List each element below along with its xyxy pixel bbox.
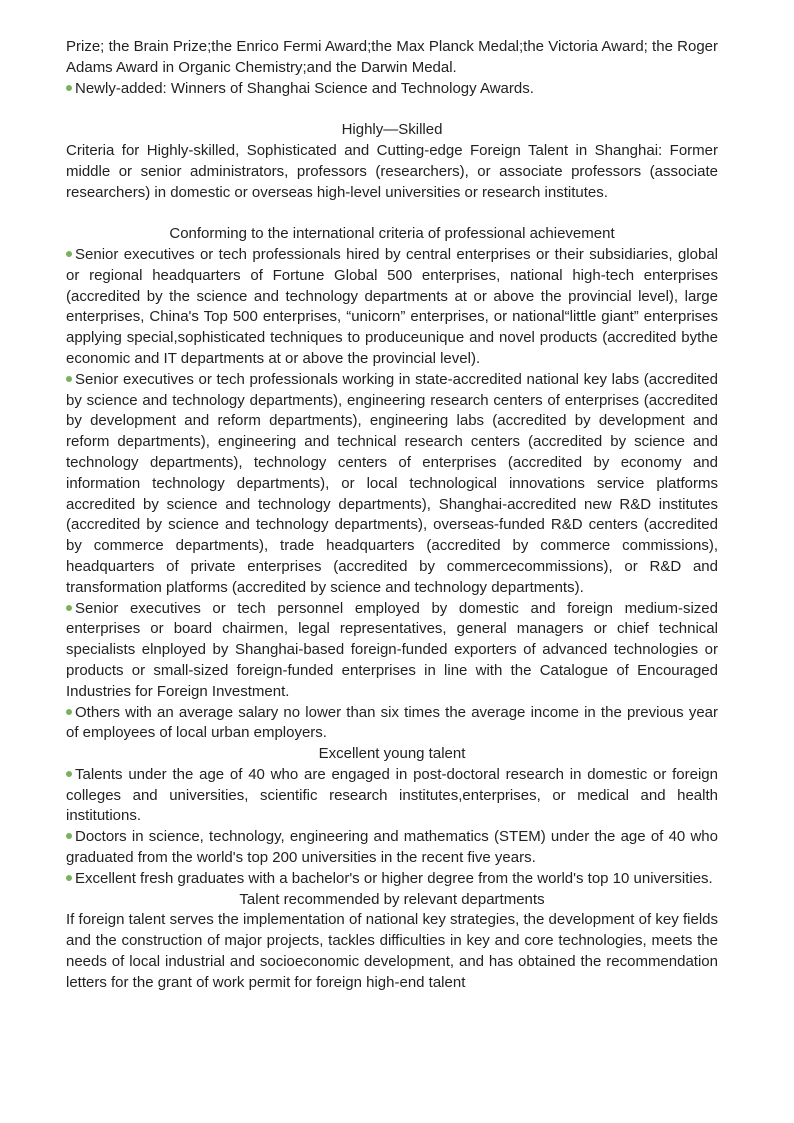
bullet-text: Senior executives or tech professionals hired by central enterprises or their subsidiaries, global or regional headquarters of Fortune Global 500 enterprises, national high-tech enterprises (accredited by the science and technology departments at or above the provincial level), large enterprises, China's Top 500 enterprises, “unicorn” enterprises, or national“little giant” enterprises applying special,sophisticated techniques to produceunique and novel products (accredited bythe economic and IT departments at or above the provincial level). — [66, 245, 718, 367]
bullet-text: Excellent fresh graduates with a bachelor's or higher degree from the world's top 10 universities. — [75, 869, 713, 887]
bullet-text: Doctors in science, technology, engineering and mathematics (STEM) under the age of 40 who graduated from the world's top 200 universities in the recent five years. — [66, 828, 718, 867]
section-heading-highly-skilled: Highly—Skilled — [341, 121, 443, 139]
bullet-text: Senior executives or tech professionals working in state-accredited national key labs (accredited by science and technology departments), engineering research centers of enterprises (accredited by development and reform departments), engineering labs (accredited by development and reform departments), engineering and technical research centers (accredited by science and technology departments), technology centers of enterprises (accredited by economy and information technology departments), or local technological innovations service platforms accredited by science and technology departments), Shanghai-accredited new R&D institutes (accredited by science and technology departments), overseas-funded R&D centers (accredited by commerce departments), trade headquarters (accredited by commerce commissions), headquarters of private enterprises (accredited by commercecommissions), or R&D and transformation platforms (accredited by science and technology departments). — [66, 370, 718, 596]
intro-continuation: Prize; the Brain Prize;the Enrico Fermi Award;the Max Planck Medal;the Victoria Award; the Roger Adams Award in Organic Chemistry;and the Darwin Medal. — [66, 38, 718, 76]
bullet-icon — [66, 85, 72, 91]
bullet-icon — [66, 251, 72, 257]
list-item — [66, 827, 718, 869]
list-item — [66, 703, 718, 745]
list-item — [66, 869, 718, 890]
highly-skilled-criteria: Criteria for Highly-skilled, Sophisticated and Cutting-edge Foreign Talent in Shanghai: Former middle or senior administrators, professors (researchers), or associate professors (associate researchers) in domestic or overseas high-level universities or research institutes. — [66, 141, 718, 201]
spacer — [66, 203, 718, 224]
recommended-body: If foreign talent serves the implementation of national key strategies, the development of key fields and the construction of major projects, tackles difficulties in key and core technologies, meets the needs of local industrial and socioeconomic development, and has obtained the recommendation letters for the grant of work permit for foreign high-end talent — [66, 911, 718, 991]
bullet-text: Senior executives or tech personnel employed by domestic and foreign medium-sized enterprises or board chairmen, legal representatives, general managers or chief technical specialists elnployed by Shanghai-based foreign-funded exporters of advanced technologies or products or small-sized foreign-funded enterprises in line with the Catalogue of Encouraged Industries for Foreign Investment. — [66, 599, 718, 700]
list-item — [66, 370, 718, 599]
intro-newly-added — [66, 79, 718, 100]
section-heading-international-criteria: Conforming to the international criteria of professional achievement — [169, 225, 615, 243]
bullet-text: Talents under the age of 40 who are engaged in post-doctoral research in domestic or foreign colleges and universities, scientific research institutes,enterprises, or medical and health institutions. — [66, 765, 718, 825]
bullet-icon — [66, 875, 72, 881]
spacer — [66, 99, 718, 120]
list-item — [66, 245, 718, 370]
section-heading-talent-recommended: Talent recommended by relevant departments — [239, 890, 545, 908]
bullet-icon — [66, 605, 72, 611]
bullet-icon — [66, 709, 72, 715]
list-item — [66, 599, 718, 703]
bullet-icon — [66, 376, 72, 382]
bullet-text: Newly-added: Winners of Shanghai Science and Technology Awards. — [75, 79, 534, 97]
bullet-icon — [66, 833, 72, 839]
list-item — [66, 765, 718, 827]
section-heading-excellent-young-talent: Excellent young talent — [318, 745, 466, 763]
bullet-text: Others with an average salary no lower than six times the average income in the previous year of employees of local urban employers. — [66, 703, 718, 742]
bullet-icon — [66, 771, 72, 777]
